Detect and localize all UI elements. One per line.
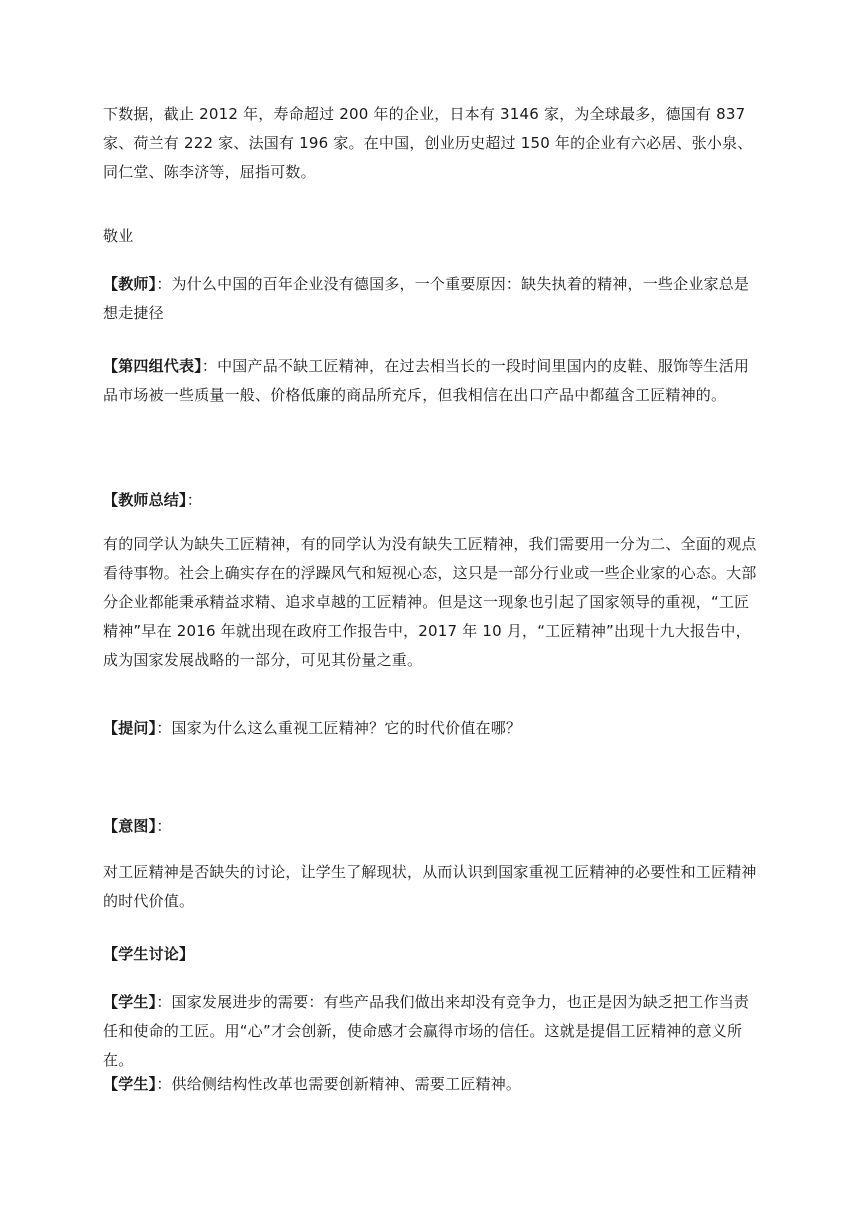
paragraph-teacher-summary-heading	[103, 486, 761, 515]
speaker-label: 【学生】	[103, 1075, 157, 1093]
paragraph-group4-representative	[103, 352, 761, 410]
paragraph-enterprise-data: 下数据，截止 2012 年，寿命超过 200 年的企业，日本有 3146 家，为全球最多，德国有 837 家、荷兰有 222 家、法国有 196 家。在中国，创业历史超过 150 年的企业有六必居、张小泉、同仁堂、陈李济等，屈指可数。	[103, 105, 753, 181]
paragraph-text: ：	[156, 817, 172, 835]
speaker-label: 【教师】	[103, 275, 157, 293]
paragraph-intent-heading	[103, 812, 761, 841]
paragraph-question	[103, 714, 761, 743]
section-label: 【学生讨论】	[103, 945, 195, 963]
paragraph-teacher-summary: 有的同学认为缺失工匠精神，有的同学认为没有缺失工匠精神，我们需要用一分为二、全面的观点看待事物。社会上确实存在的浮躁风气和短视心态，这只是一部分行业或一些企业家的心态。大部分企业都能秉承精益求精、追求卓越的工匠精神。但是这一现象也引起了国家领导的重视，“工匠精神”早在 2016 年就出现在政府工作报告中，2017 年 10 月，“工匠精神”出现十九大报告中，成为国家发展战略的一部分，可见其份量之重。	[103, 535, 757, 669]
paragraph-text: ：国家为什么这么重视工匠精神？它的时代价值在哪？	[156, 719, 522, 737]
speaker-label: 【第四组代表】	[103, 357, 202, 375]
paragraph-student-discussion-heading	[103, 940, 761, 969]
paragraph-student-answer-2	[103, 1070, 761, 1099]
speaker-label: 【学生】	[103, 993, 157, 1011]
paragraph-text: ：中国产品不缺工匠精神，在过去相当长的一段时间里国内的皮鞋、服饰等生活用品市场被一些质量一般、价格低廉的商品所充斥，但我相信在出口产品中都蕴含工匠精神的。	[103, 357, 750, 404]
paragraph-heading-dedication: 敬业	[103, 227, 134, 245]
paragraph-text: ：国家发展进步的需要：有些产品我们做出来却没有竞争力，也正是因为缺乏把工作当责任和使命的工匠。用“心”才会创新，使命感才会赢得市场的信任。这就是提倡工匠精神的意义所在。	[103, 993, 750, 1069]
paragraph-intent: 对工匠精神是否缺失的讨论，让学生了解现状，从而认识到国家重视工匠精神的必要性和工匠精神的时代价值。	[103, 863, 757, 910]
paragraph-teacher-question	[103, 270, 761, 328]
paragraph-student-answer-1	[103, 988, 761, 1075]
section-label: 【提问】	[103, 719, 157, 737]
section-label: 【教师总结】	[103, 491, 187, 509]
section-label: 【意图】	[103, 817, 157, 835]
paragraph-text: ：	[186, 491, 202, 509]
paragraph-text: ：为什么中国的百年企业没有德国多，一个重要原因：缺失执着的精神，一些企业家总是想走捷径	[103, 275, 750, 322]
paragraph-text: ：供给侧结构性改革也需要创新精神、需要工匠精神。	[156, 1075, 522, 1093]
